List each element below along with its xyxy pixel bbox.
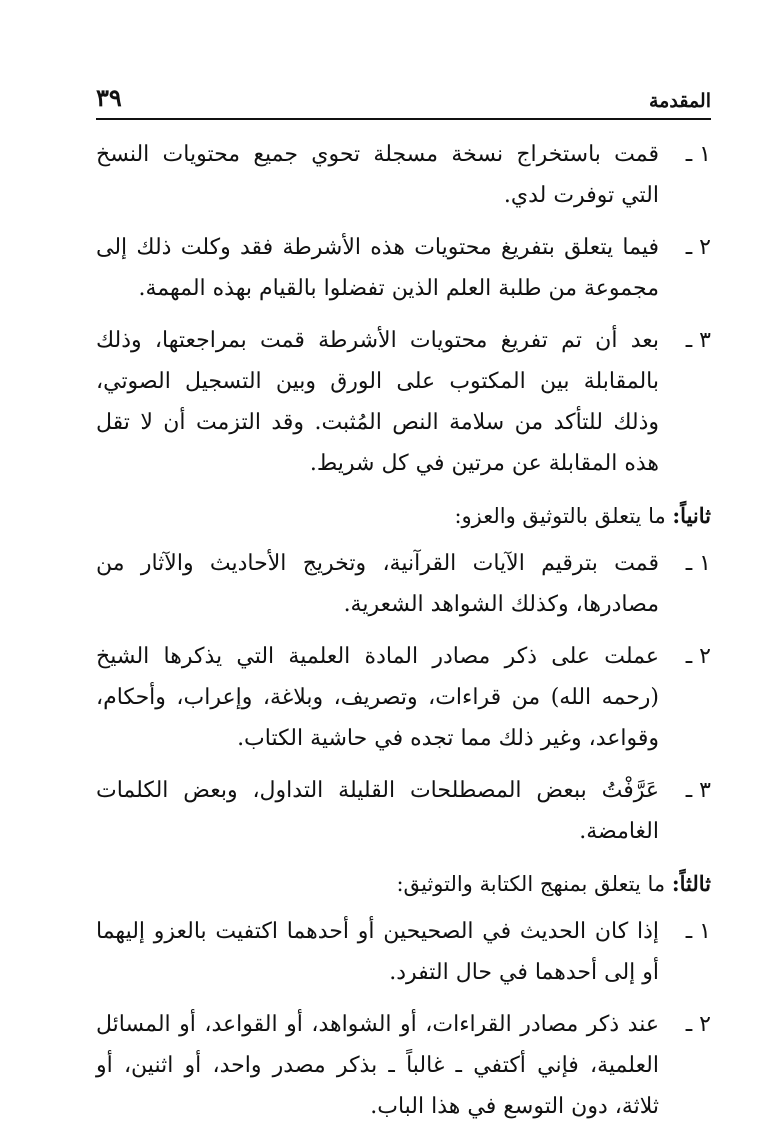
item-number: ١ ـ	[685, 919, 711, 944]
list-item	[96, 636, 711, 759]
item-number: ٢ ـ	[685, 644, 711, 669]
item-text: إذا كان الحديث في الصحيحين أو أحدهما اكتفيت بالعزو إليهما أو إلى أحدهما في حال التفرد.	[96, 919, 659, 985]
section-heading	[96, 863, 711, 905]
section-label: ثالثاً:	[671, 871, 711, 896]
section-title: ما يتعلق بمنهج الكتابة والتوثيق:	[396, 872, 666, 896]
running-title: المقدمة	[648, 90, 711, 112]
item-text: فيما يتعلق بتفريغ محتويات هذه الأشرطة فقد وكلت ذلك إلى مجموعة من طلبة العلم الذين تفضلوا بالقيام بهذه المهمة.	[96, 235, 659, 301]
item-number: ١ ـ	[685, 551, 711, 576]
item-text: عَرَّفْتُ ببعض المصطلحات القليلة التداول، وبعض الكلمات الغامضة.	[96, 778, 659, 844]
list-item	[96, 227, 711, 309]
section-title: ما يتعلق بالتوثيق والعزو:	[454, 504, 666, 528]
item-number: ٢ ـ	[685, 235, 711, 260]
list-item	[96, 770, 711, 852]
item-number: ٣ ـ	[685, 328, 711, 353]
section-heading	[96, 495, 711, 537]
group-3	[96, 863, 711, 1127]
item-text: عند ذكر مصادر القراءات، أو الشواهد، أو القواعد، أو المسائل العلمية، فإني أكتفي ـ غالباً ـ بذكر مصدر واحد، أو اثنين، أو ثلاثة، دون التوسع في هذا الباب.	[96, 1012, 659, 1119]
list-item	[96, 134, 711, 216]
item-number: ١ ـ	[685, 142, 711, 167]
list-item	[96, 1004, 711, 1127]
item-number: ٣ ـ	[685, 778, 711, 803]
item-text: قمت بترقيم الآيات القرآنية، وتخريج الأحاديث والآثار من مصادرها، وكذلك الشواهد الشعرية.	[96, 551, 659, 617]
page-number: ٣٩	[96, 83, 122, 112]
list-item	[96, 543, 711, 625]
list-item	[96, 320, 711, 484]
item-text: عملت على ذكر مصادر المادة العلمية التي يذكرها الشيخ (رحمه الله) من قراءات، وتصريف، وبلاغة، وإعراب، وأحكام، وقواعد، وغير ذلك مما تجده في حاشية الكتاب.	[96, 644, 659, 751]
group-2	[96, 495, 711, 852]
item-text: بعد أن تم تفريغ محتويات الأشرطة قمت بمراجعتها، وذلك بالمقابلة بين المكتوب على الورق وبين التسجيل الصوتي، وذلك للتأكد من سلامة النص المُثبت. وقد التزمت أن لا تقل هذه المقابلة عن مرتين في كل شريط.	[96, 328, 659, 476]
page-header	[96, 78, 711, 120]
list-item	[96, 911, 711, 993]
item-text: قمت باستخراج نسخة مسجلة تحوي جميع محتويات النسخ التي توفرت لدي.	[96, 142, 659, 208]
item-number: ٢ ـ	[685, 1012, 711, 1037]
group-1	[96, 134, 711, 484]
section-label: ثانياً:	[672, 503, 711, 528]
